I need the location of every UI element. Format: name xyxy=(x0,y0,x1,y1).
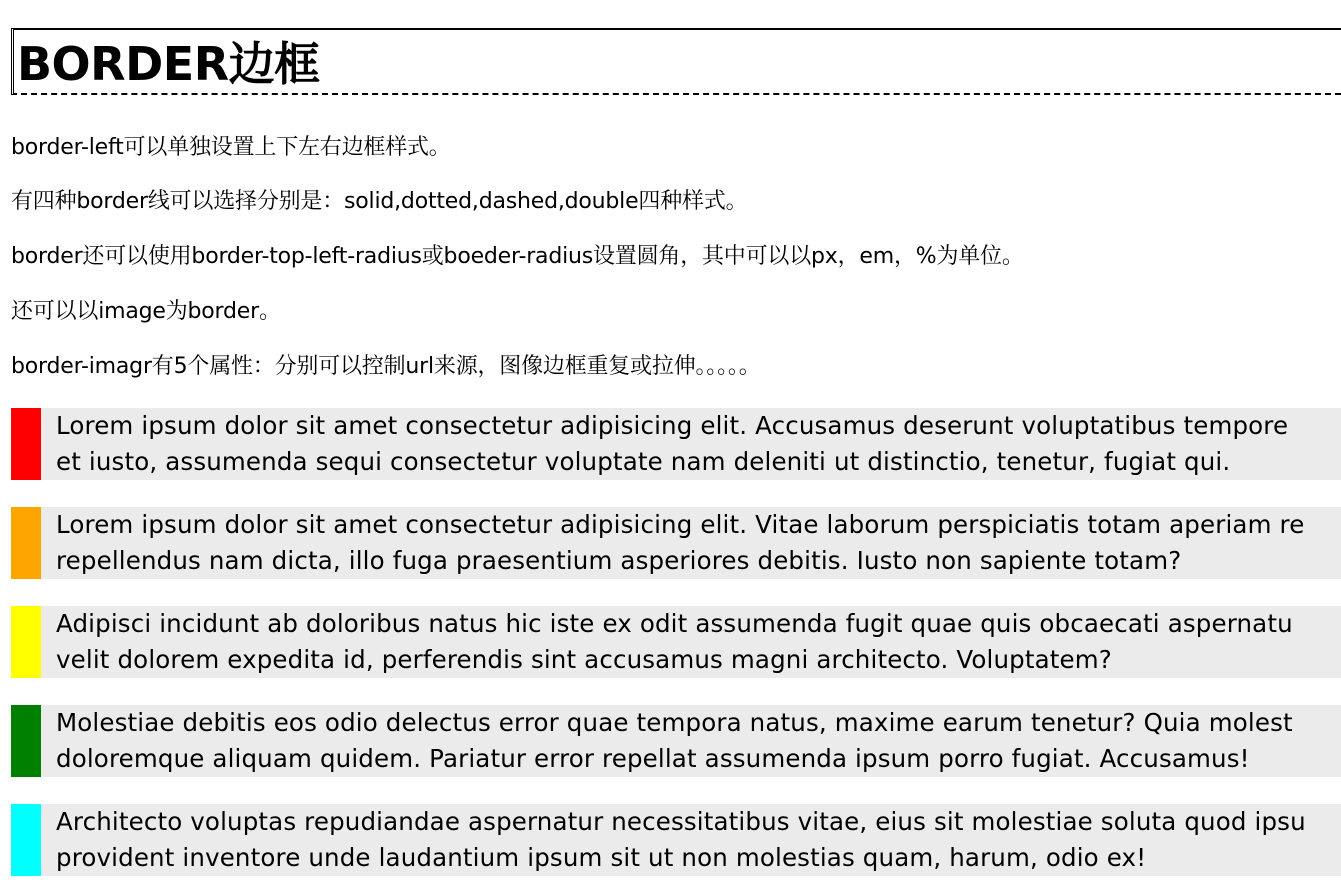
paragraph-border-styles: 有四种border线可以选择分别是：solid,dotted,dashed,double四种样式。 xyxy=(11,189,748,214)
colored-border-box-yellow xyxy=(11,606,1341,678)
box-text-line: velit dolorem expedita id, perferendis sint accusamus magni architecto. Voluptatem? xyxy=(56,645,1112,674)
paragraph-border-left: border-left可以单独设置上下左右边框样式。 xyxy=(11,135,451,160)
paragraph-border-image-properties: border-imagr有5个属性：分别可以控制url来源，图像边框重复或拉伸。。。。。 xyxy=(11,354,761,379)
colored-border-box-green xyxy=(11,705,1341,777)
page-heading: BORDER边框 xyxy=(11,28,1341,95)
box-text-line: Lorem ipsum dolor sit amet consectetur adipisicing elit. Accusamus deserunt voluptatibus tempore xyxy=(56,411,1289,440)
box-text-line: Lorem ipsum dolor sit amet consectetur adipisicing elit. Vitae laborum perspiciatis totam aperiam re xyxy=(56,510,1305,539)
box-text-line: Molestiae debitis eos odio delectus error quae tempora natus, maxime earum tenetur? Quia molest xyxy=(56,708,1293,737)
paragraph-border-radius: border还可以使用border-top-left-radius或boeder-radius设置圆角，其中可以以px，em，%为单位。 xyxy=(11,244,1024,269)
box-text-line: doloremque aliquam quidem. Pariatur error repellat assumenda ipsum porro fugiat. Accusamus! xyxy=(56,744,1250,773)
paragraph-border-image: 还可以以image为border。 xyxy=(11,299,281,324)
colored-border-box-cyan xyxy=(11,804,1341,876)
box-text-line: repellendus nam dicta, illo fuga praesentium asperiores debitis. Iusto non sapiente totam? xyxy=(56,546,1182,575)
box-text-line: Architecto voluptas repudiandae aspernatur necessitatibus vitae, eius sit molestiae soluta quod ipsu xyxy=(56,807,1306,836)
box-text-line: et iusto, assumenda sequi consectetur voluptate nam deleniti ut distinctio, tenetur, fugiat qui. xyxy=(56,447,1231,476)
colored-border-box-orange xyxy=(11,507,1341,579)
box-text-line: Adipisci incidunt ab doloribus natus hic iste ex odit assumenda fugit quae quis obcaecati aspernatu xyxy=(56,609,1293,638)
colored-border-box-red xyxy=(11,408,1341,480)
box-text-line: provident inventore unde laudantium ipsum sit ut non molestias quam, harum, odio ex! xyxy=(56,843,1147,872)
